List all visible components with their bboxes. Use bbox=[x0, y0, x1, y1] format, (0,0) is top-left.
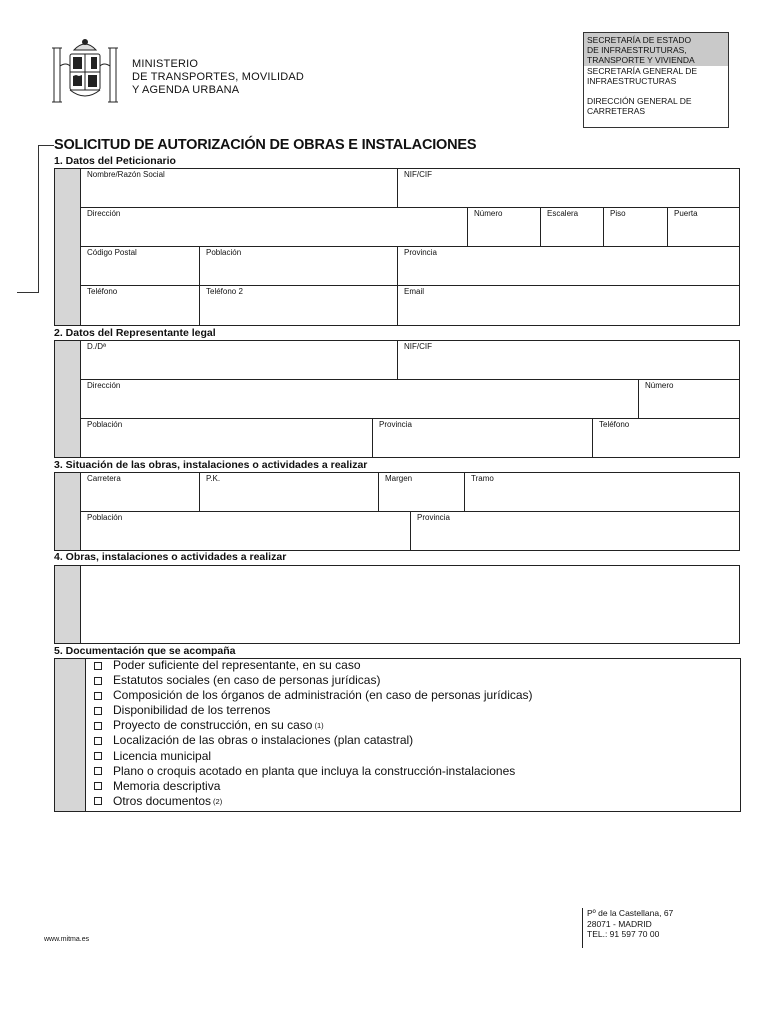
rep-nombre-field[interactable]: D./Dª bbox=[80, 340, 398, 380]
address-line: 28071 - MADRID bbox=[587, 918, 652, 929]
footnote-ref: (1) bbox=[314, 721, 324, 731]
agency-line: INFRAESTRUCTURAS bbox=[587, 76, 677, 86]
agency-line: DIRECCIÓN GENERAL DE bbox=[587, 96, 692, 106]
ministry-line: Y AGENDA URBANA bbox=[132, 84, 240, 96]
margen-field[interactable]: Margen bbox=[378, 472, 465, 512]
agency-line: TRANSPORTE Y VIVIENDA bbox=[587, 55, 695, 65]
rep-numero-field[interactable]: Número bbox=[638, 379, 740, 419]
section4-sidebar bbox=[55, 566, 80, 643]
agency-line: CARRETERAS bbox=[587, 106, 646, 116]
coat-of-arms-icon bbox=[46, 36, 124, 110]
direccion-field[interactable]: Dirección bbox=[80, 207, 468, 247]
numero-field[interactable]: Número bbox=[467, 207, 541, 247]
checkbox[interactable] bbox=[94, 782, 102, 790]
puerta-field[interactable]: Puerta bbox=[667, 207, 740, 247]
pk-field[interactable]: P.K. bbox=[199, 472, 379, 512]
checkbox[interactable] bbox=[94, 692, 102, 700]
situacion-poblacion-field[interactable]: Población bbox=[80, 511, 411, 551]
checkbox[interactable] bbox=[94, 677, 102, 685]
section5-divider bbox=[85, 658, 86, 812]
section5-sidebar bbox=[55, 659, 85, 811]
situacion-provincia-field[interactable]: Provincia bbox=[410, 511, 740, 551]
telefono2-field[interactable]: Teléfono 2 bbox=[199, 285, 398, 326]
email-field[interactable]: Email bbox=[397, 285, 740, 326]
checkbox[interactable] bbox=[94, 662, 102, 670]
address-line: TEL.: 91 597 70 00 bbox=[587, 929, 660, 939]
list-item[interactable]: Proyecto de construcción, en su caso (1) bbox=[94, 718, 533, 733]
ministry-line: MINISTERIO bbox=[132, 58, 199, 70]
list-item[interactable]: Localización de las obras o instalaciones (plan catastral) bbox=[94, 733, 533, 748]
list-item[interactable]: Poder suficiente del representante, en su caso bbox=[94, 658, 533, 673]
section4-divider bbox=[80, 565, 81, 644]
checkbox[interactable] bbox=[94, 752, 102, 760]
ministry-line: DE TRANSPORTES, MOVILIDAD bbox=[132, 71, 305, 83]
rep-direccion-field[interactable]: Dirección bbox=[80, 379, 639, 419]
rep-nif-field[interactable]: NIF/CIF bbox=[397, 340, 740, 380]
section2-title: 2. Datos del Representante legal bbox=[54, 327, 216, 339]
nombre-field[interactable]: Nombre/Razón Social bbox=[80, 168, 398, 208]
checkbox[interactable] bbox=[94, 737, 102, 745]
documentation-list bbox=[94, 658, 533, 809]
list-item[interactable]: Plano o croquis acotado en planta que incluya la construcción-instalaciones bbox=[94, 764, 533, 779]
list-item[interactable]: Otros documentos (2) bbox=[94, 794, 533, 809]
section5-title: 5. Documentación que se acompaña bbox=[54, 645, 236, 657]
poblacion-field[interactable]: Población bbox=[199, 246, 398, 286]
footnote-ref: (2) bbox=[213, 796, 223, 806]
agency-line: SECRETARÍA GENERAL DE bbox=[587, 66, 698, 76]
section3-title: 3. Situación de las obras, instalaciones o actividades a realizar bbox=[54, 459, 368, 471]
checkbox[interactable] bbox=[94, 722, 102, 730]
rep-provincia-field[interactable]: Provincia bbox=[372, 418, 593, 458]
bracket-line bbox=[38, 145, 54, 146]
provincia-field[interactable]: Provincia bbox=[397, 246, 740, 286]
section4-title: 4. Obras, instalaciones o actividades a realizar bbox=[54, 551, 287, 563]
section1-title: 1. Datos del Peticionario bbox=[54, 155, 176, 167]
piso-field[interactable]: Piso bbox=[603, 207, 668, 247]
address-line: Pº de la Castellana, 67 bbox=[587, 908, 674, 918]
bracket-line bbox=[38, 145, 39, 293]
section2-sidebar bbox=[55, 341, 80, 457]
agency-line: DE INFRAESTRUTURAS, bbox=[587, 45, 687, 55]
list-item[interactable]: Memoria descriptiva bbox=[94, 779, 533, 794]
ministry-name bbox=[132, 58, 304, 97]
list-item[interactable]: Licencia municipal bbox=[94, 749, 533, 764]
rep-telefono-field[interactable]: Teléfono bbox=[592, 418, 740, 458]
agency-box bbox=[583, 32, 729, 128]
checkbox[interactable] bbox=[94, 797, 102, 805]
escalera-field[interactable]: Escalera bbox=[540, 207, 604, 247]
tramo-field[interactable]: Tramo bbox=[464, 472, 740, 512]
address-block bbox=[582, 908, 673, 948]
obras-description-field[interactable] bbox=[82, 567, 738, 642]
website-link[interactable]: www.mitma.es bbox=[44, 936, 90, 943]
list-item[interactable]: Composición de los órganos de administración (en caso de personas jurídicas) bbox=[94, 688, 533, 703]
nif-field[interactable]: NIF/CIF bbox=[397, 168, 740, 208]
telefono-field[interactable]: Teléfono bbox=[80, 285, 200, 326]
rep-poblacion-field[interactable]: Población bbox=[80, 418, 373, 458]
list-item[interactable]: Estatutos sociales (en caso de personas jurídicas) bbox=[94, 673, 533, 688]
cp-field[interactable]: Código Postal bbox=[80, 246, 200, 286]
bracket-line bbox=[17, 292, 39, 293]
checkbox[interactable] bbox=[94, 767, 102, 775]
section3-sidebar bbox=[55, 473, 80, 550]
agency-highlight bbox=[584, 33, 728, 66]
list-item[interactable]: Disponibilidad de los terrenos bbox=[94, 703, 533, 718]
section1-sidebar bbox=[55, 169, 80, 325]
agency-line: SECRETARÍA DE ESTADO bbox=[587, 35, 692, 45]
carretera-field[interactable]: Carretera bbox=[80, 472, 200, 512]
form-title: SOLICITUD DE AUTORIZACIÓN DE OBRAS E INSTALACIONES bbox=[54, 137, 477, 153]
checkbox[interactable] bbox=[94, 707, 102, 715]
